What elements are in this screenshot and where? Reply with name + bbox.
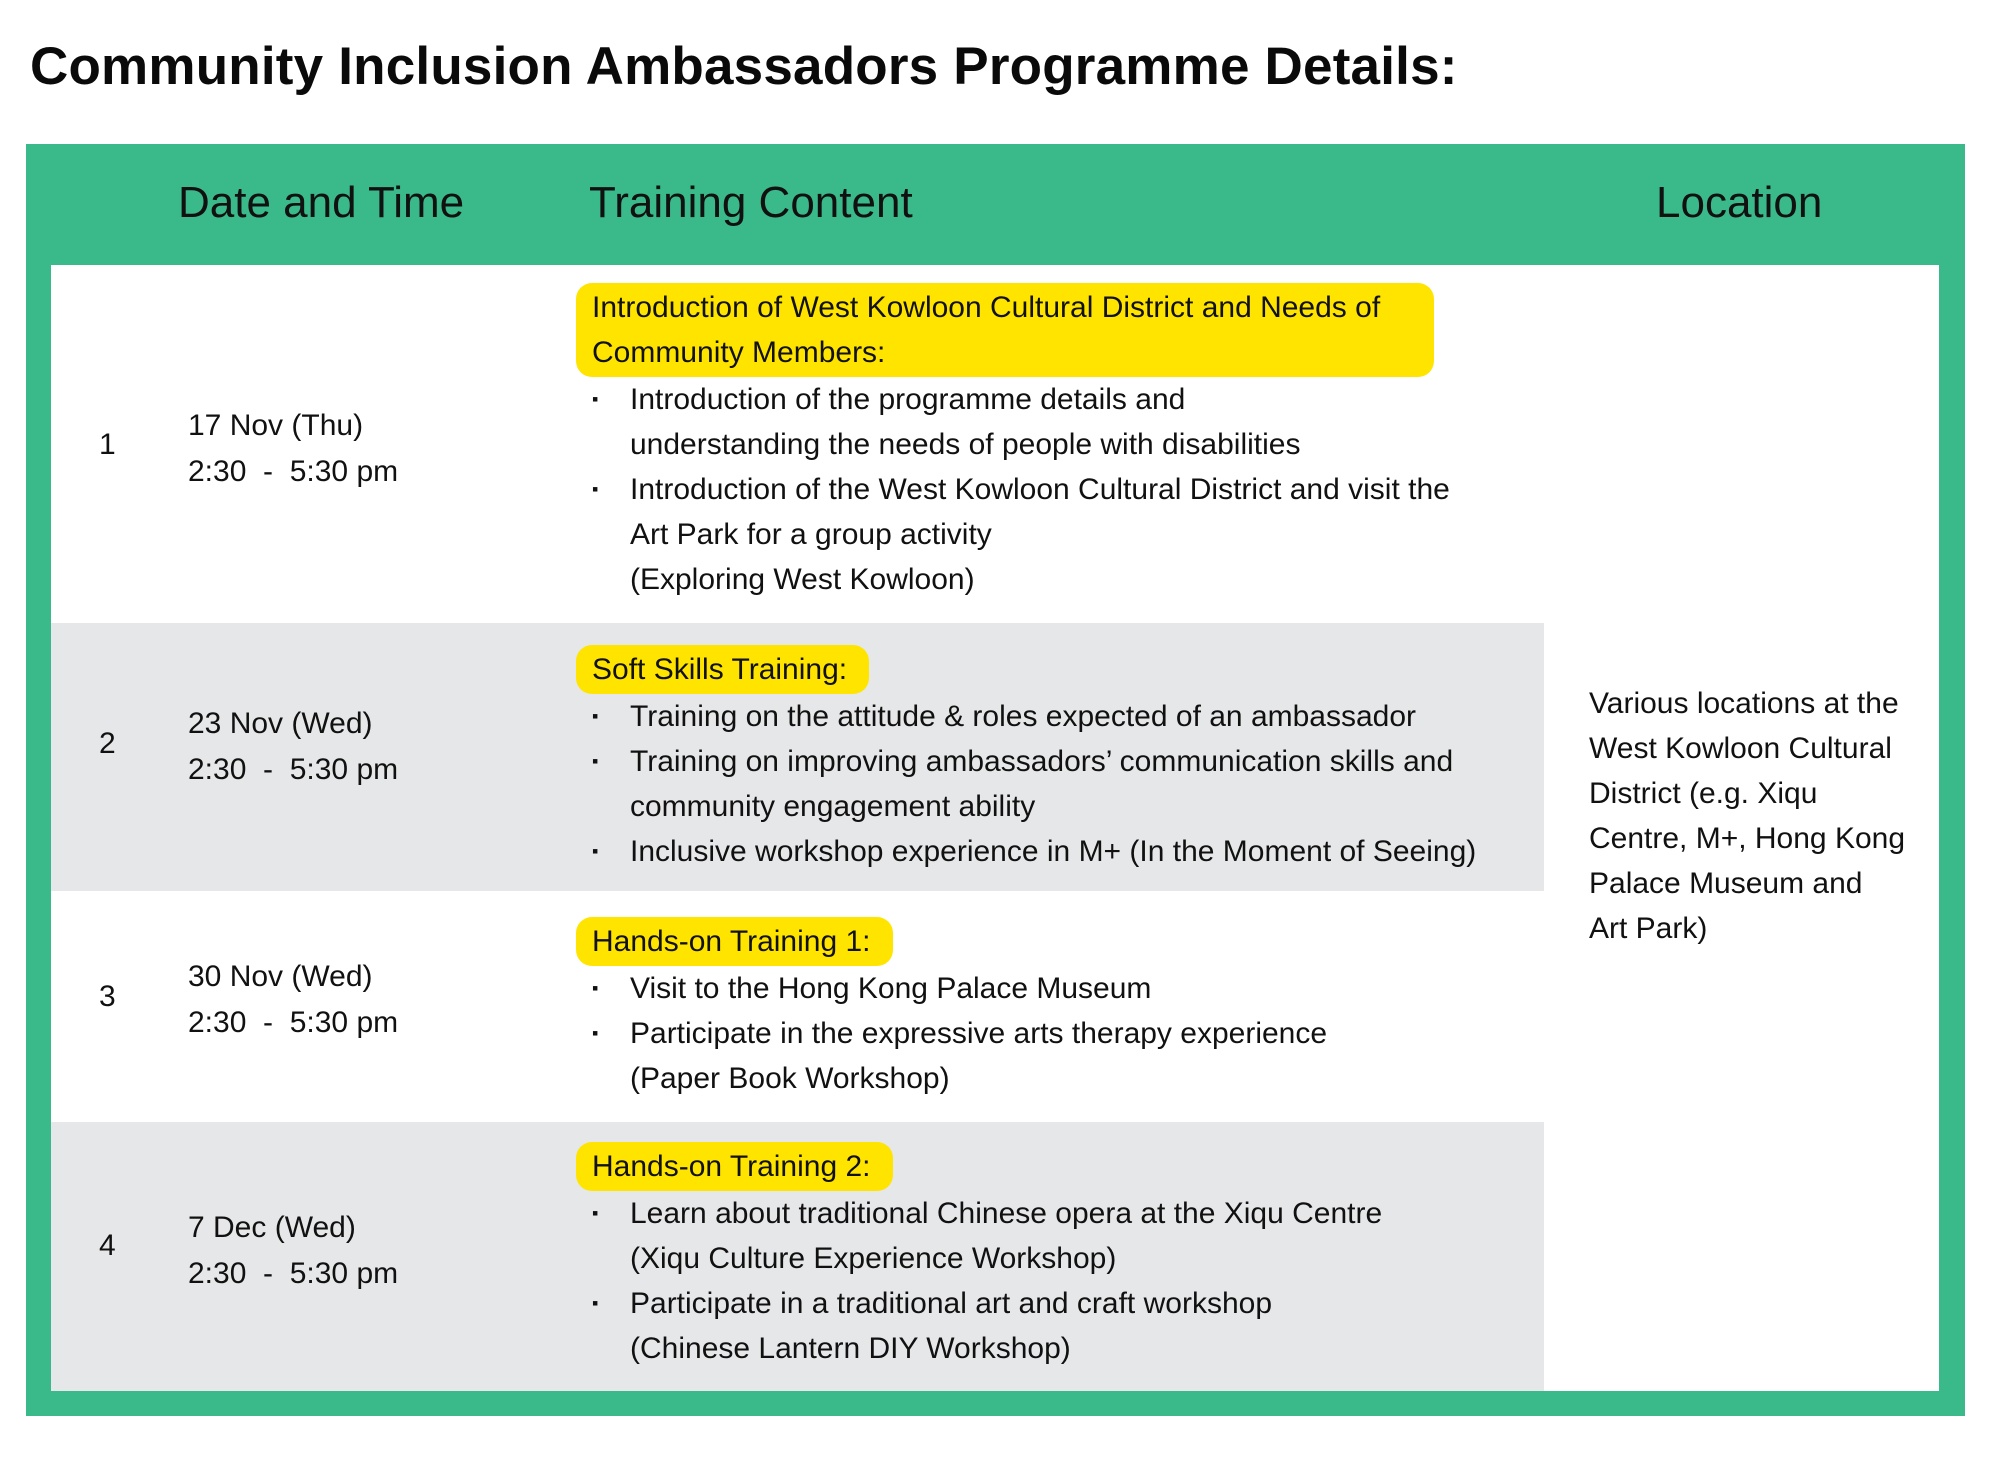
table-row <box>51 623 1544 891</box>
row-date-time <box>188 1205 398 1297</box>
topic-highlight: Introduction of West Kowloon Cultural District and Needs of Community Members: <box>576 283 1434 377</box>
location-line: Art Park) <box>1589 912 1708 945</box>
location-line: Centre, M+, Hong Kong <box>1589 822 1906 855</box>
row-time: 2:30 - 5:30 pm <box>188 455 399 488</box>
row-time: 2:30 - 5:30 pm <box>188 1006 399 1039</box>
bullet-line: ▪ Introduction of the West Kowloon Cultural District and visit the <box>630 473 1450 506</box>
bullet-list <box>576 377 1450 602</box>
programme-table <box>26 144 1965 1416</box>
table-row <box>51 265 1544 623</box>
bullet-line: (Exploring West Kowloon) <box>630 563 975 596</box>
bullet-line: ▪ Introduction of the programme details and <box>630 383 1186 416</box>
row-number: 1 <box>99 428 116 461</box>
bullet-line: (Xiqu Culture Experience Workshop) <box>630 1242 1117 1275</box>
row-date: 17 Nov (Thu) <box>188 409 364 442</box>
column-header-date: Date and Time <box>178 178 465 227</box>
row-date-time <box>188 954 398 1046</box>
location-line: District (e.g. Xiqu <box>1589 777 1818 810</box>
bullet-item <box>630 966 1327 1011</box>
bullet-item <box>630 377 1450 467</box>
row-content <box>576 283 1450 602</box>
location-line: Various locations at the <box>1589 687 1899 720</box>
row-date: 23 Nov (Wed) <box>188 707 373 740</box>
bullet-line: ▪ Inclusive workshop experience in M+ (In the Moment of Seeing) <box>630 835 1477 868</box>
bullet-item <box>630 1281 1382 1371</box>
bullet-line: ▪ Visit to the Hong Kong Palace Museum <box>630 972 1152 1005</box>
row-date: 7 Dec (Wed) <box>188 1211 356 1244</box>
bullet-line: (Paper Book Workshop) <box>630 1062 950 1095</box>
bullet-item <box>630 829 1476 874</box>
row-content <box>576 917 1327 1101</box>
location-line: West Kowloon Cultural <box>1589 732 1892 765</box>
table-row <box>51 891 1544 1122</box>
bullet-line: ▪ Training on improving ambassadors’ communication skills and <box>630 745 1454 778</box>
row-date: 30 Nov (Wed) <box>188 960 373 993</box>
row-content <box>576 1142 1382 1371</box>
bullet-list <box>576 966 1327 1101</box>
topic-highlight: Hands-on Training 1: <box>576 917 893 966</box>
bullet-list <box>576 694 1476 874</box>
topic-highlight: Hands-on Training 2: <box>576 1142 893 1191</box>
page-title: Community Inclusion Ambassadors Programme Details: <box>30 37 1458 96</box>
bullet-line: ▪ Participate in a traditional art and craft workshop <box>630 1287 1272 1320</box>
row-time: 2:30 - 5:30 pm <box>188 1257 399 1290</box>
bullet-item <box>630 1011 1327 1101</box>
bullet-line: ▪ Training on the attitude & roles expected of an ambassador <box>630 700 1417 733</box>
row-number: 4 <box>99 1229 116 1262</box>
row-number: 3 <box>99 980 116 1013</box>
row-time: 2:30 - 5:30 pm <box>188 753 399 786</box>
bullet-line: understanding the needs of people with disabilities <box>630 428 1301 461</box>
location-line: Palace Museum and <box>1589 867 1863 900</box>
topic-highlight: Soft Skills Training: <box>576 645 869 694</box>
table-body <box>51 265 1939 1391</box>
row-date-time <box>188 403 398 495</box>
row-content <box>576 645 1476 874</box>
column-header-location: Location <box>1656 178 1823 227</box>
bullet-line: community engagement ability <box>630 790 1036 823</box>
bullet-line: ▪ Learn about traditional Chinese opera at the Xiqu Centre <box>630 1197 1383 1230</box>
location-cell <box>1589 681 1929 951</box>
bullet-list <box>576 1191 1382 1371</box>
row-date-time <box>188 701 398 793</box>
bullet-line: Art Park for a group activity <box>630 518 992 551</box>
row-number: 2 <box>99 727 116 760</box>
bullet-item <box>630 467 1450 602</box>
bullet-item <box>630 739 1476 829</box>
column-header-content: Training Content <box>589 178 913 227</box>
bullet-line: ▪ Participate in the expressive arts therapy experience <box>630 1017 1328 1050</box>
bullet-line: (Chinese Lantern DIY Workshop) <box>630 1332 1071 1365</box>
table-row <box>51 1122 1544 1391</box>
bullet-item <box>630 1191 1382 1281</box>
bullet-item <box>630 694 1476 739</box>
